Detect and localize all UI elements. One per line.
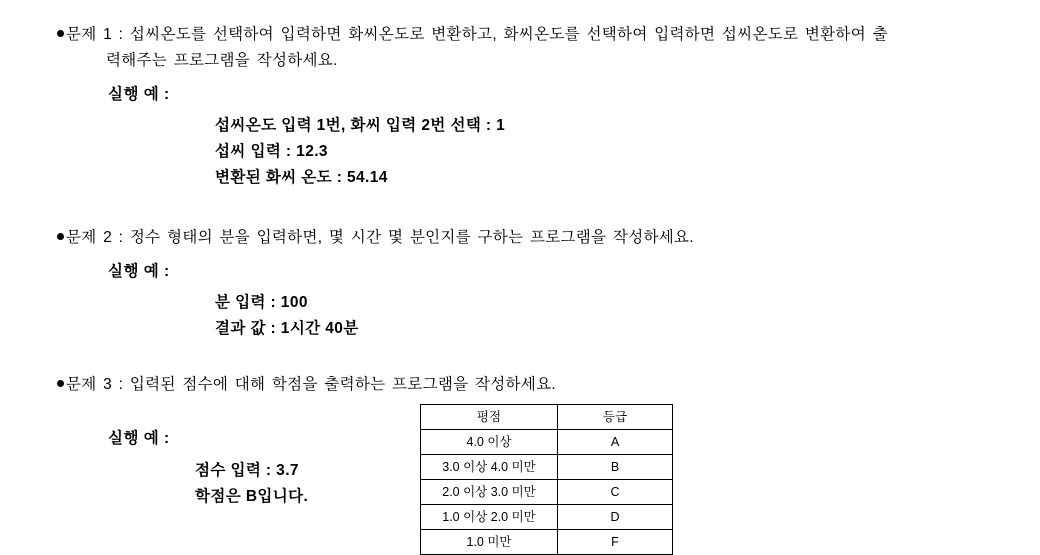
problem-1-sample-output (40, 113, 1000, 191)
grade-range-cell: 2.0 이상 3.0 미만 (421, 480, 558, 505)
problem-3-body (40, 404, 1000, 555)
grade-letter-cell: F (558, 530, 673, 555)
grade-range-cell: 1.0 이상 2.0 미만 (421, 505, 558, 530)
problem-3-sample-output (40, 458, 410, 510)
problem-3 (40, 372, 1000, 555)
problem-2-sample-line-2: 결과 값 : 1시간 40분 (215, 320, 359, 337)
problem-2-statement-row (40, 225, 1000, 251)
problem-2-statement (66, 225, 1000, 251)
problem-1-sample-line-3: 변환된 화씨 온도 : 54.14 (215, 169, 388, 186)
table-row (421, 505, 673, 530)
problem-3-statement (66, 372, 1000, 398)
bullet-icon (40, 22, 66, 48)
problem-2-statement-line1: 문제 2 : 정수 형태의 분을 입력하면, 몇 시간 몇 분인지를 구하는 프로그램을 작성하세요. (66, 229, 694, 246)
spacer-2 (40, 342, 1000, 372)
table-row (421, 530, 673, 555)
grade-table-body (421, 430, 673, 555)
problem-3-example-label: 실행 예 : (108, 430, 170, 447)
grade-table-header-grade: 등급 (558, 405, 673, 430)
problem-3-sample-line-1: 점수 입력 : 3.7 (195, 462, 299, 479)
grade-letter-cell: D (558, 505, 673, 530)
grade-letter-cell: C (558, 480, 673, 505)
problem-2-sample-line-1: 분 입력 : 100 (215, 294, 308, 311)
problem-3-sample-line-2: 학점은 B입니다. (195, 488, 309, 505)
grade-letter-cell: B (558, 455, 673, 480)
problem-2-sample-output (40, 290, 1000, 342)
grade-table (420, 404, 673, 555)
bullet-icon (40, 372, 66, 398)
problem-3-example-block (40, 404, 410, 510)
bullet-icon (40, 225, 66, 251)
problem-1-statement-row (40, 22, 1000, 74)
problem-2 (40, 225, 1000, 342)
spacer-1 (40, 191, 1000, 225)
problem-1-sample-line-2: 섭씨 입력 : 12.3 (215, 143, 328, 160)
problem-1-statement-line1: 문제 1 : 섭씨온도를 선택하여 입력하면 화씨온도로 변환하고, 화씨온도를 선택하여 입력하면 섭씨온도로 변환하여 출 (66, 26, 888, 43)
problem-3-statement-row (40, 372, 1000, 398)
grade-range-cell: 3.0 이상 4.0 미만 (421, 455, 558, 480)
problem-1-sample-line-1: 섭씨온도 입력 1번, 화씨 입력 2번 선택 : 1 (215, 117, 506, 134)
problem-2-example-label: 실행 예 : (108, 263, 170, 280)
grade-range-cell: 1.0 미만 (421, 530, 558, 555)
table-row (421, 405, 673, 430)
grade-range-cell: 4.0 이상 (421, 430, 558, 455)
problem-3-statement-line1: 문제 3 : 입력된 점수에 대해 학점을 출력하는 프로그램을 작성하세요. (66, 376, 556, 393)
problem-1 (40, 22, 1000, 191)
table-row (421, 430, 673, 455)
table-row (421, 480, 673, 505)
problem-1-statement (66, 22, 1000, 74)
problem-1-example-label: 실행 예 : (108, 86, 170, 103)
problem-1-statement-line2: 력해주는 프로그램을 작성하세요. (106, 52, 338, 69)
table-row (421, 455, 673, 480)
grade-table-head (421, 405, 673, 430)
grade-table-header-score: 평점 (421, 405, 558, 430)
grade-letter-cell: A (558, 430, 673, 455)
